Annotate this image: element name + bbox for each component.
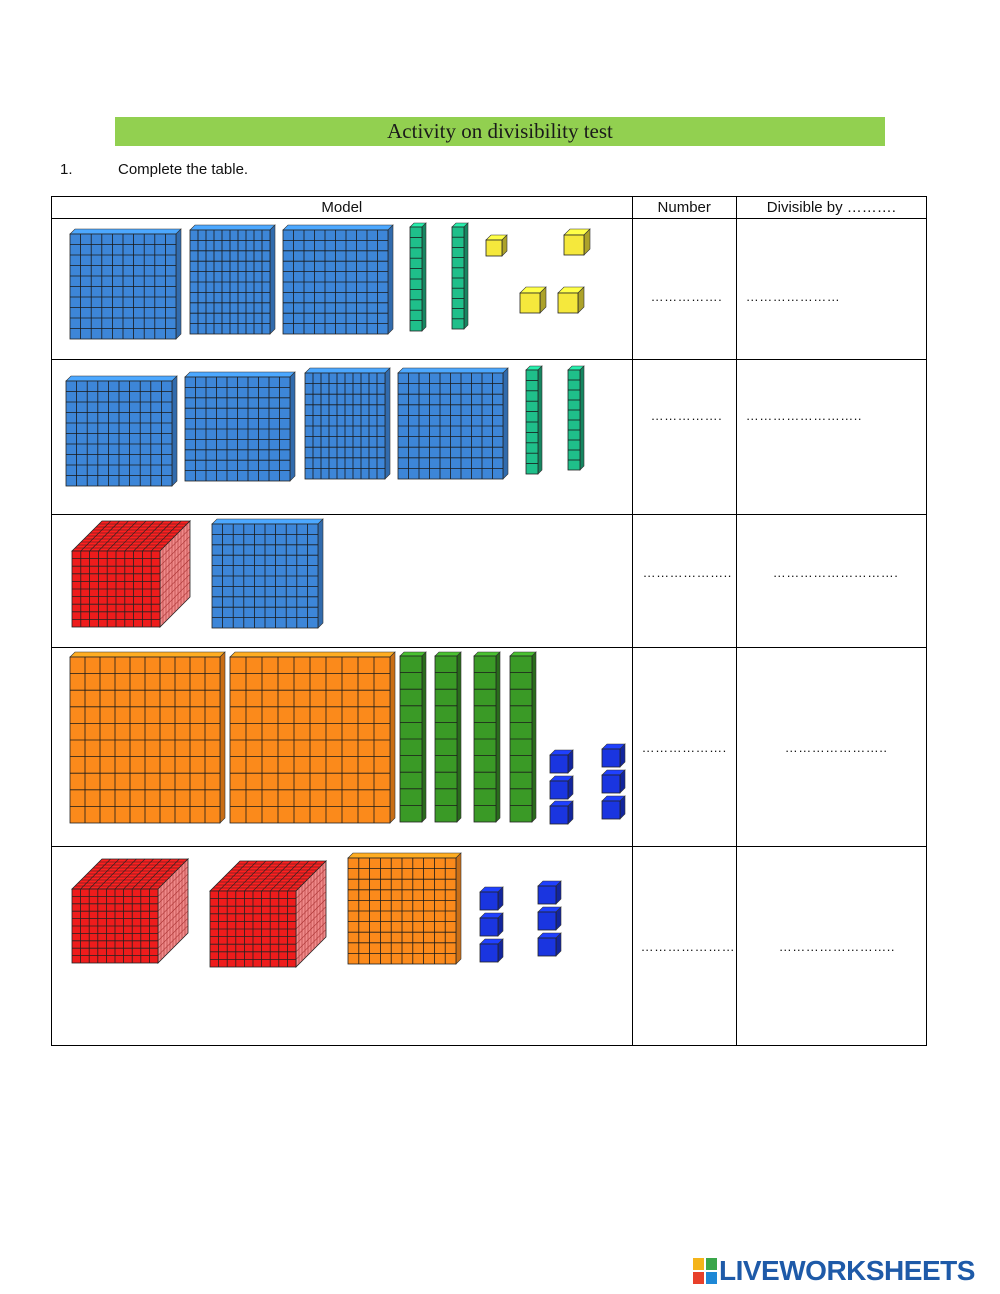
hundreds-flat (398, 368, 508, 479)
ones-unit (486, 235, 507, 256)
ones-unit (480, 913, 503, 936)
model-cell-row-2 (52, 360, 633, 515)
hundreds-flat (283, 225, 393, 334)
table-row (52, 219, 927, 360)
number-cell-row-2[interactable] (632, 360, 736, 515)
hundreds-flat (348, 853, 461, 964)
number-blank[interactable]: ……………….. (642, 565, 732, 580)
hundreds-flat (66, 376, 177, 486)
thousands-cube (72, 521, 190, 627)
base-ten-model-row-1 (52, 219, 632, 359)
divisible-blank[interactable]: ………………………. (772, 565, 899, 580)
question-number: 1. (60, 161, 73, 178)
divisible-cell-row-3[interactable] (736, 515, 926, 648)
divisibility-table (51, 196, 927, 1046)
ones-unit (480, 939, 503, 962)
ones-unit (538, 881, 561, 904)
ones-unit (480, 887, 503, 910)
number-cell-row-3[interactable] (632, 515, 736, 648)
divisible-cell-row-4[interactable] (736, 648, 926, 847)
ones-unit (602, 770, 625, 793)
number-blank[interactable]: ……………. (650, 408, 723, 423)
number-blank[interactable]: ……………. (650, 289, 723, 304)
hundreds-flat (185, 372, 295, 481)
ones-unit (538, 907, 561, 930)
tens-rod (452, 223, 468, 329)
number-blank[interactable]: ………………. (641, 740, 727, 755)
model-cell-row-1 (52, 219, 633, 360)
liveworksheets-logo (693, 1255, 975, 1287)
ones-unit (558, 287, 584, 313)
hundreds-flat (70, 229, 181, 339)
tens-rod (568, 366, 584, 470)
divisible-blank[interactable]: …………………….. (778, 939, 895, 954)
hundreds-flat (70, 652, 225, 823)
base-ten-model-row-4 (52, 648, 632, 846)
header-number: Number (632, 197, 736, 219)
base-ten-model-row-5 (52, 847, 632, 1045)
number-cell-row-1[interactable] (632, 219, 736, 360)
divisible-cell-row-5[interactable] (736, 847, 926, 1046)
table-row (52, 360, 927, 515)
ones-unit (602, 744, 625, 767)
number-blank[interactable]: ………………… (640, 939, 736, 954)
hundreds-flat (190, 225, 275, 334)
divisible-cell-row-2[interactable] (736, 360, 926, 515)
base-ten-model-row-2 (52, 360, 632, 514)
table-header-row (52, 197, 927, 219)
brand-name: LIVEWORKSHEETS (719, 1255, 975, 1286)
tens-rod (410, 223, 426, 331)
tens-rod (474, 652, 500, 822)
number-cell-row-5[interactable] (632, 847, 736, 1046)
ones-unit (550, 776, 573, 799)
tens-rod (526, 366, 542, 474)
ones-unit (602, 796, 625, 819)
liveworksheets-logo-icon (693, 1258, 717, 1284)
model-cell-row-3 (52, 515, 633, 648)
divisible-blank[interactable]: ………………… (745, 289, 841, 304)
table-row (52, 847, 927, 1046)
tens-rod (400, 652, 426, 822)
table-row (52, 648, 927, 847)
ones-unit (550, 801, 573, 824)
header-divisible-by: Divisible by ………. (736, 197, 926, 219)
ones-unit (520, 287, 546, 313)
divisible-cell-row-1[interactable] (736, 219, 926, 360)
divisible-blank[interactable]: …………………….. (745, 408, 862, 423)
thousands-cube (72, 859, 188, 963)
hundreds-flat (305, 368, 390, 479)
ones-unit (550, 750, 573, 773)
ones-unit (564, 229, 590, 255)
hundreds-flat (230, 652, 395, 823)
model-cell-row-4 (52, 648, 633, 847)
header-model: Model (52, 197, 633, 219)
question-text: Complete the table. (118, 161, 249, 178)
worksheet-title: Activity on divisibility test (115, 117, 885, 146)
base-ten-model-row-3 (52, 515, 632, 647)
tens-rod (510, 652, 536, 822)
number-cell-row-4[interactable] (632, 648, 736, 847)
thousands-cube (210, 861, 326, 967)
model-cell-row-5 (52, 847, 633, 1046)
table-row (52, 515, 927, 648)
hundreds-flat (212, 519, 323, 628)
ones-unit (538, 933, 561, 956)
divisible-blank[interactable]: ………………….. (784, 740, 888, 755)
tens-rod (435, 652, 461, 822)
